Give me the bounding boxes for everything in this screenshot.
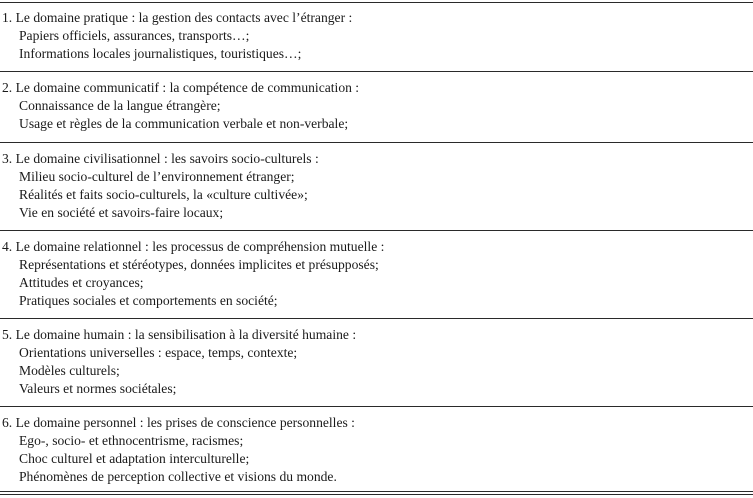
list-item: Ego-, socio- et ethnocentrisme, racismes; bbox=[19, 433, 244, 448]
list-item: Attitudes et croyances; bbox=[19, 275, 144, 290]
section-heading: 1. Le domaine pratique : la gestion des contacts avec l’étranger : bbox=[2, 10, 353, 25]
section-divider bbox=[0, 230, 753, 231]
top-rule bbox=[0, 2, 753, 3]
section-divider bbox=[0, 318, 753, 319]
list-item: Valeurs et normes sociétales; bbox=[19, 381, 177, 396]
list-item: Phénomènes de perception collective et visions du monde. bbox=[19, 469, 337, 484]
list-item: Usage et règles de la communication verbale et non-verbale; bbox=[19, 116, 349, 131]
bottom-rule-double bbox=[0, 494, 753, 495]
section-divider bbox=[0, 142, 753, 143]
list-item: Réalités et faits socio-culturels, la «culture cultivée»; bbox=[19, 187, 308, 202]
list-item: Connaissance de la langue étrangère; bbox=[19, 98, 221, 113]
bottom-rule bbox=[0, 491, 753, 492]
list-item: Choc culturel et adaptation interculturelle; bbox=[19, 451, 250, 466]
section-heading: 3. Le domaine civilisationnel : les savoirs socio-culturels : bbox=[2, 151, 319, 166]
section-heading: 5. Le domaine humain : la sensibilisation à la diversité humaine : bbox=[2, 327, 357, 342]
list-item: Papiers officiels, assurances, transports…; bbox=[19, 28, 250, 43]
list-item: Vie en société et savoirs-faire locaux; bbox=[19, 205, 224, 220]
section-divider bbox=[0, 406, 753, 407]
list-item: Milieu socio-culturel de l’environnement étranger; bbox=[19, 169, 295, 184]
list-item: Informations locales journalistiques, touristiques…; bbox=[19, 46, 302, 61]
section-heading: 4. Le domaine relationnel : les processus de compréhension mutuelle : bbox=[2, 239, 385, 254]
list-item: Représentations et stéréotypes, données implicites et présupposés; bbox=[19, 257, 379, 272]
section-divider bbox=[0, 71, 753, 72]
list-item: Orientations universelles : espace, temps, contexte; bbox=[19, 345, 298, 360]
section-heading: 6. Le domaine personnel : les prises de conscience personnelles : bbox=[2, 415, 355, 430]
list-item: Modèles culturels; bbox=[19, 363, 120, 378]
section-heading: 2. Le domaine communicatif : la compétence de communication : bbox=[2, 80, 360, 95]
list-item: Pratiques sociales et comportements en société; bbox=[19, 293, 278, 308]
